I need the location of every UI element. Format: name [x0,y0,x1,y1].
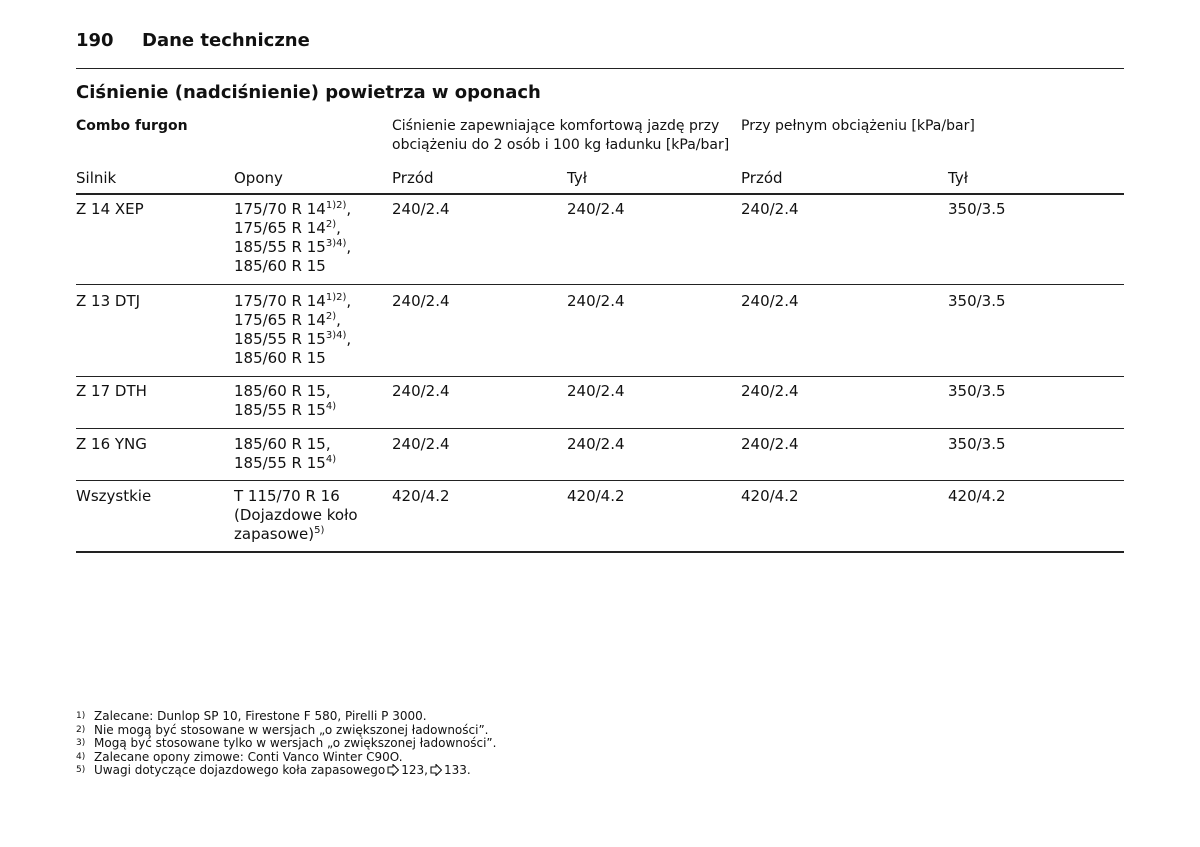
pressure-value: 240/2.4 [392,435,450,453]
table-bottom-rule [76,551,1124,553]
model-label: Combo furgon [76,118,188,134]
pressure-value: 240/2.4 [392,382,450,400]
tyre-size: 185/55 R 15$^{4)}$ [234,401,337,419]
pressure-value: 420/4.2 [741,487,799,505]
pressure-value: 240/2.4 [567,435,625,453]
tyre-size: 185/60 R 15, [234,382,331,400]
tyres-cell [234,435,336,473]
footnote: 2) Nie mogą być stosowane w wersjach „o zwiększonej ładowności”. [76,722,489,737]
footnote: 5) Uwagi dotyczące dojazdowego koła zapasowego 123, 133. [76,763,471,777]
row-divider [76,480,1124,481]
pressure-value: 240/2.4 [392,200,450,218]
pressure-value: 350/3.5 [948,382,1006,400]
tyre-size: T 115/70 R 16 [234,487,340,505]
tyre-size: 185/55 R $15^{3)4)}$, [234,330,352,348]
comfort-header-line1: Ciśnienie zapewniające komfortową jazdę przy [392,118,720,134]
col-engine: Silnik [76,169,117,187]
footnote: 3) Mogą być stosowane tylko w wersjach „o zwiększonej ładowności”. [76,736,497,750]
pressure-value: 350/3.5 [948,200,1006,218]
engine-cell: Z 17 DTH [76,382,147,400]
footnote: 4) Zalecane opony zimowe: Conti Vanco Winter C90O. [76,749,403,764]
tyre-size: 175/65 R 14$^{2)}$, [234,311,341,329]
page-title: Ciśnienie (nadciśnienie) powietrza w oponach [76,82,541,103]
page-ref[interactable]: 133. [443,763,471,777]
pressure-value: 240/2.4 [567,200,625,218]
tyres-cell [234,382,336,420]
pressure-value: 240/2.4 [741,382,799,400]
pressure-value: 240/2.4 [741,292,799,310]
tyres-cell [234,292,351,368]
tyres-cell [234,200,351,276]
comfort-header-line2: obciążeniu do 2 osób i 100 kg ładunku [kPa/bar] [392,137,730,153]
pressure-value: 420/4.2 [948,487,1006,505]
row-divider [76,284,1124,285]
pressure-value: 240/2.4 [567,292,625,310]
pressure-value: 420/4.2 [392,487,450,505]
col-tyres: Opony [234,169,283,187]
pressure-value: 350/3.5 [948,435,1006,453]
col-comfort-front: Przód [392,169,434,187]
tyre-size: 185/55 R $15^{3)4)}$, [234,238,352,256]
full-load-header: Przy pełnym obciążeniu [kPa/bar] [741,118,975,134]
pressure-value: 240/2.4 [392,292,450,310]
engine-cell: Wszystkie [76,487,152,505]
footnotes [76,710,496,778]
table-header-rule [76,193,1124,195]
pressure-value: 420/4.2 [567,487,625,505]
section-title: Dane techniczne [142,30,310,51]
header-divider [76,68,1124,69]
page-reference-arrow-icon [387,764,399,776]
tyre-size: 175/70 R $14^{1)2)}$, [234,292,352,310]
page-ref[interactable]: 123, [401,763,428,777]
col-comfort-rear: Tył [567,169,587,187]
comfort-header [392,117,729,155]
page-header [76,30,310,51]
tyre-size: 185/60 R 15 [234,349,326,367]
pressure-value: 240/2.4 [741,435,799,453]
page-number: 190 [76,30,114,51]
tyre-size: 185/60 R 15 [234,257,326,275]
engine-cell: Z 13 DTJ [76,292,141,310]
tyre-size: zapasowe)$^{5)}$ [234,525,325,543]
tyre-size: 175/70 R $14^{1)2)}$, [234,200,352,218]
row-divider [76,376,1124,377]
pressure-value: 240/2.4 [741,200,799,218]
pressure-value: 350/3.5 [948,292,1006,310]
footnote: 1) Zalecane: Dunlop SP 10, Firestone F 580, Pirelli P 3000. [76,709,427,723]
engine-cell: Z 14 XEP [76,200,144,218]
tyre-size: (Dojazdowe koło [234,506,358,524]
engine-cell: Z 16 YNG [76,435,147,453]
tyre-size: 185/60 R 15, [234,435,331,453]
tyre-size: 185/55 R 15$^{4)}$ [234,454,337,472]
page-reference-arrow-icon [430,764,442,776]
col-full-front: Przód [741,169,783,187]
pressure-value: 240/2.4 [567,382,625,400]
col-full-rear: Tył [948,169,968,187]
row-divider [76,428,1124,429]
tyres-cell [234,487,358,544]
tyre-size: 175/65 R 14$^{2)}$, [234,219,341,237]
